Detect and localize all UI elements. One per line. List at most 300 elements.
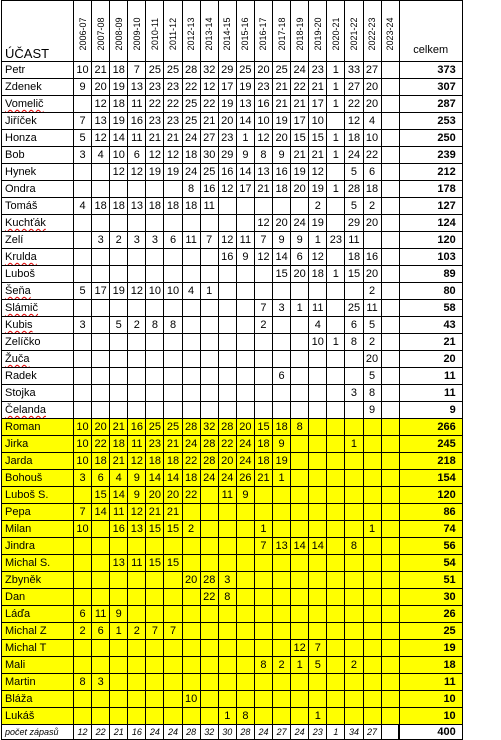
season-count <box>309 436 327 453</box>
season-count: 11 <box>236 232 254 249</box>
season-count: 16 <box>128 113 146 130</box>
season-count <box>345 504 363 521</box>
season-count: 18 <box>273 181 291 198</box>
table-row <box>2 96 463 113</box>
season-count: 10 <box>74 419 92 436</box>
season-count <box>182 402 200 419</box>
season-count <box>128 589 146 606</box>
season-count <box>110 215 128 232</box>
season-count <box>381 181 399 198</box>
season-count <box>254 266 272 283</box>
table-row <box>2 232 463 249</box>
season-count <box>309 691 327 708</box>
season-count: 12 <box>218 232 236 249</box>
season-count: 29 <box>218 62 236 79</box>
season-count: 24 <box>236 453 254 470</box>
season-count: 28 <box>182 62 200 79</box>
season-count <box>74 351 92 368</box>
season-count <box>345 402 363 419</box>
season-count <box>74 334 92 351</box>
season-count <box>327 113 345 130</box>
season-count: 2 <box>309 198 327 215</box>
season-count <box>363 572 381 589</box>
season-count: 18 <box>182 198 200 215</box>
player-total: 11 <box>399 368 462 385</box>
season-count: 21 <box>254 470 272 487</box>
season-count: 3 <box>74 470 92 487</box>
player-name-text: Luboš <box>5 268 35 280</box>
season-count <box>381 198 399 215</box>
season-count <box>327 555 345 572</box>
season-count: 9 <box>110 606 128 623</box>
season-count: 1 <box>291 657 309 674</box>
season-count <box>291 334 309 351</box>
season-count <box>273 708 291 725</box>
season-count <box>327 708 345 725</box>
season-count <box>363 419 381 436</box>
season-count: 10 <box>146 283 164 300</box>
season-count <box>92 249 110 266</box>
season-count: 25 <box>146 62 164 79</box>
season-count: 19 <box>273 453 291 470</box>
season-count: 9 <box>273 436 291 453</box>
season-count <box>236 657 254 674</box>
season-count <box>74 589 92 606</box>
season-count <box>74 232 92 249</box>
season-count <box>146 385 164 402</box>
season-count: 11 <box>345 232 363 249</box>
season-count: 28 <box>200 453 218 470</box>
season-count <box>291 555 309 572</box>
total-header: celkem <box>399 1 462 62</box>
season-count <box>218 657 236 674</box>
season-count <box>254 606 272 623</box>
season-count <box>381 96 399 113</box>
season-count <box>254 555 272 572</box>
season-count: 20 <box>218 113 236 130</box>
table-row <box>2 266 463 283</box>
player-name-text: Zbyněk <box>5 574 42 586</box>
season-count <box>327 572 345 589</box>
season-count: 2 <box>363 198 381 215</box>
season-count: 21 <box>92 62 110 79</box>
season-count: 16 <box>128 419 146 436</box>
player-name <box>2 419 74 436</box>
season-count: 1 <box>110 623 128 640</box>
season-count <box>236 640 254 657</box>
season-count: 2 <box>345 657 363 674</box>
season-count: 24 <box>291 215 309 232</box>
season-count <box>92 691 110 708</box>
season-count <box>236 555 254 572</box>
season-count <box>146 640 164 657</box>
season-count: 10 <box>309 113 327 130</box>
season-count <box>128 572 146 589</box>
season-count: 25 <box>345 300 363 317</box>
player-total: 373 <box>399 62 462 79</box>
season-count: 8 <box>74 674 92 691</box>
season-count: 17 <box>218 79 236 96</box>
table-row <box>2 657 463 674</box>
season-count <box>309 674 327 691</box>
season-count <box>345 589 363 606</box>
season-count <box>200 640 218 657</box>
season-count <box>146 691 164 708</box>
player-name <box>2 657 74 674</box>
season-count: 15 <box>273 266 291 283</box>
season-header <box>92 1 110 62</box>
season-count: 22 <box>182 453 200 470</box>
season-count <box>146 368 164 385</box>
season-count: 16 <box>218 164 236 181</box>
season-count: 18 <box>110 198 128 215</box>
season-count: 24 <box>236 436 254 453</box>
season-count <box>291 674 309 691</box>
season-count: 18 <box>92 198 110 215</box>
season-count <box>236 266 254 283</box>
player-name <box>2 130 74 147</box>
season-count <box>381 640 399 657</box>
season-count: 1 <box>327 79 345 96</box>
table-row <box>2 708 463 725</box>
season-count: 7 <box>74 504 92 521</box>
table-row <box>2 79 463 96</box>
season-count <box>92 300 110 317</box>
table-row <box>2 470 463 487</box>
season-count <box>363 657 381 674</box>
season-count <box>218 368 236 385</box>
season-count <box>146 572 164 589</box>
matches-count: 22 <box>92 725 110 740</box>
season-count: 24 <box>182 436 200 453</box>
season-count: 25 <box>273 62 291 79</box>
season-header <box>110 1 128 62</box>
matches-count: 28 <box>182 725 200 740</box>
table-row <box>2 164 463 181</box>
player-name <box>2 79 74 96</box>
season-count <box>182 215 200 232</box>
season-count <box>218 300 236 317</box>
season-count: 10 <box>74 521 92 538</box>
season-count: 27 <box>200 130 218 147</box>
season-count: 1 <box>291 300 309 317</box>
season-count <box>309 402 327 419</box>
season-count: 20 <box>182 572 200 589</box>
season-count <box>254 487 272 504</box>
season-count <box>146 215 164 232</box>
season-count <box>110 657 128 674</box>
season-count <box>363 555 381 572</box>
season-count <box>236 283 254 300</box>
season-count <box>381 521 399 538</box>
season-count <box>92 334 110 351</box>
season-count <box>309 368 327 385</box>
season-count: 21 <box>273 79 291 96</box>
season-count: 17 <box>291 113 309 130</box>
matches-count: 34 <box>345 725 363 740</box>
season-count: 19 <box>164 164 182 181</box>
season-count: 29 <box>218 147 236 164</box>
season-count: 20 <box>218 453 236 470</box>
season-count: 3 <box>146 232 164 249</box>
season-count <box>309 385 327 402</box>
season-count <box>345 521 363 538</box>
season-label: 2012-13 <box>186 17 197 51</box>
player-name <box>2 113 74 130</box>
season-count <box>164 351 182 368</box>
season-header <box>128 1 146 62</box>
season-count <box>327 198 345 215</box>
season-header <box>182 1 200 62</box>
season-count <box>381 436 399 453</box>
season-count <box>164 708 182 725</box>
player-name <box>2 640 74 657</box>
season-count <box>182 589 200 606</box>
season-count: 20 <box>254 62 272 79</box>
season-count: 5 <box>110 317 128 334</box>
season-count: 8 <box>146 317 164 334</box>
season-count: 12 <box>128 453 146 470</box>
season-count <box>200 708 218 725</box>
season-count <box>309 487 327 504</box>
season-count <box>273 487 291 504</box>
season-count: 5 <box>74 130 92 147</box>
season-count <box>92 402 110 419</box>
season-count: 18 <box>110 96 128 113</box>
season-count: 20 <box>363 96 381 113</box>
season-count <box>164 589 182 606</box>
season-count <box>345 691 363 708</box>
season-count: 22 <box>146 96 164 113</box>
season-count <box>254 691 272 708</box>
season-count <box>327 215 345 232</box>
table-row <box>2 453 463 470</box>
season-count: 10 <box>182 691 200 708</box>
table-row <box>2 385 463 402</box>
season-count <box>309 470 327 487</box>
season-count <box>327 317 345 334</box>
player-name-text: Radek <box>5 370 37 382</box>
season-count <box>381 317 399 334</box>
season-count <box>218 385 236 402</box>
season-count: 7 <box>146 623 164 640</box>
season-count: 6 <box>92 470 110 487</box>
season-count <box>327 419 345 436</box>
season-count <box>273 606 291 623</box>
season-count <box>345 453 363 470</box>
season-count <box>236 385 254 402</box>
season-count <box>200 538 218 555</box>
season-count <box>146 181 164 198</box>
player-name-text: Hynek <box>5 166 37 178</box>
season-count: 8 <box>291 419 309 436</box>
season-count: 6 <box>291 249 309 266</box>
season-count: 20 <box>291 266 309 283</box>
season-count <box>363 708 381 725</box>
season-count <box>327 606 345 623</box>
season-count <box>200 249 218 266</box>
season-count: 17 <box>309 96 327 113</box>
season-count: 1 <box>345 436 363 453</box>
season-count: 18 <box>254 453 272 470</box>
season-count: 3 <box>128 232 146 249</box>
season-count <box>200 385 218 402</box>
season-count: 21 <box>110 453 128 470</box>
season-count <box>218 334 236 351</box>
season-count <box>381 368 399 385</box>
player-name <box>2 215 74 232</box>
season-count <box>254 708 272 725</box>
season-count <box>218 606 236 623</box>
season-count <box>345 351 363 368</box>
season-count <box>128 708 146 725</box>
season-label: 2009-10 <box>131 17 142 51</box>
season-count <box>110 402 128 419</box>
season-count <box>254 640 272 657</box>
season-count: 15 <box>291 130 309 147</box>
season-count: 6 <box>92 623 110 640</box>
table-row <box>2 249 463 266</box>
season-count: 19 <box>110 113 128 130</box>
season-count <box>254 198 272 215</box>
season-count <box>291 470 309 487</box>
season-count <box>146 351 164 368</box>
player-name <box>2 708 74 725</box>
season-count <box>164 300 182 317</box>
season-count: 25 <box>164 62 182 79</box>
season-count <box>273 674 291 691</box>
season-count <box>381 385 399 402</box>
season-count <box>92 181 110 198</box>
player-name-text: Michal T <box>5 642 47 654</box>
season-count <box>327 368 345 385</box>
season-count <box>110 640 128 657</box>
season-count <box>110 334 128 351</box>
season-count: 10 <box>110 147 128 164</box>
player-total: 74 <box>399 521 462 538</box>
season-count: 14 <box>309 538 327 555</box>
season-count <box>92 385 110 402</box>
player-name <box>2 300 74 317</box>
season-header <box>236 1 254 62</box>
season-count: 1 <box>327 334 345 351</box>
table-row <box>2 691 463 708</box>
season-count: 2 <box>110 232 128 249</box>
season-count: 12 <box>200 79 218 96</box>
season-count: 13 <box>110 555 128 572</box>
season-count: 25 <box>182 113 200 130</box>
season-count: 14 <box>110 130 128 147</box>
season-count <box>363 453 381 470</box>
season-count <box>164 691 182 708</box>
season-count <box>200 691 218 708</box>
season-count <box>236 215 254 232</box>
season-count: 21 <box>164 504 182 521</box>
season-count: 23 <box>218 130 236 147</box>
season-count <box>218 691 236 708</box>
season-count <box>218 198 236 215</box>
season-count <box>291 453 309 470</box>
season-count <box>381 62 399 79</box>
season-count: 24 <box>182 130 200 147</box>
season-count <box>164 266 182 283</box>
player-name-text: Dan <box>5 591 26 603</box>
season-count: 4 <box>363 113 381 130</box>
season-count <box>200 317 218 334</box>
season-count <box>345 708 363 725</box>
player-name <box>2 470 74 487</box>
player-name-text: Bob <box>5 149 25 161</box>
season-count <box>182 606 200 623</box>
season-label: 2023-24 <box>385 17 396 51</box>
matches-count: 32 <box>200 725 218 740</box>
table-row <box>2 504 463 521</box>
matches-count <box>381 725 399 740</box>
season-count <box>218 538 236 555</box>
player-total: 51 <box>399 572 462 589</box>
season-count: 23 <box>164 113 182 130</box>
season-count: 21 <box>309 147 327 164</box>
season-count <box>291 283 309 300</box>
season-count <box>381 453 399 470</box>
player-total: 154 <box>399 470 462 487</box>
footer-row <box>2 725 463 740</box>
season-count <box>164 572 182 589</box>
season-count <box>363 232 381 249</box>
table-row <box>2 300 463 317</box>
season-count: 3 <box>92 674 110 691</box>
season-count <box>363 691 381 708</box>
player-name <box>2 691 74 708</box>
season-count <box>273 691 291 708</box>
season-count <box>74 691 92 708</box>
player-name <box>2 623 74 640</box>
season-count: 16 <box>110 521 128 538</box>
season-count <box>381 623 399 640</box>
season-count: 18 <box>164 198 182 215</box>
season-count: 16 <box>363 249 381 266</box>
season-count <box>236 402 254 419</box>
season-count <box>254 623 272 640</box>
season-count <box>182 317 200 334</box>
season-count <box>381 266 399 283</box>
season-count <box>345 623 363 640</box>
season-count <box>92 351 110 368</box>
player-name-text: Lukáš <box>5 710 35 722</box>
season-count: 12 <box>92 130 110 147</box>
season-count: 21 <box>164 130 182 147</box>
season-count <box>327 164 345 181</box>
table-row <box>2 334 463 351</box>
season-count: 7 <box>128 62 146 79</box>
season-count: 1 <box>327 147 345 164</box>
season-count: 1 <box>200 283 218 300</box>
table-row <box>2 402 463 419</box>
season-count: 19 <box>291 164 309 181</box>
season-count <box>200 504 218 521</box>
season-count: 12 <box>164 147 182 164</box>
table-row <box>2 368 463 385</box>
season-count <box>218 283 236 300</box>
season-count: 32 <box>200 62 218 79</box>
player-total: 19 <box>399 640 462 657</box>
season-count <box>345 674 363 691</box>
season-count: 20 <box>164 487 182 504</box>
season-count <box>92 266 110 283</box>
season-count: 22 <box>200 96 218 113</box>
player-name <box>2 589 74 606</box>
season-count <box>273 402 291 419</box>
